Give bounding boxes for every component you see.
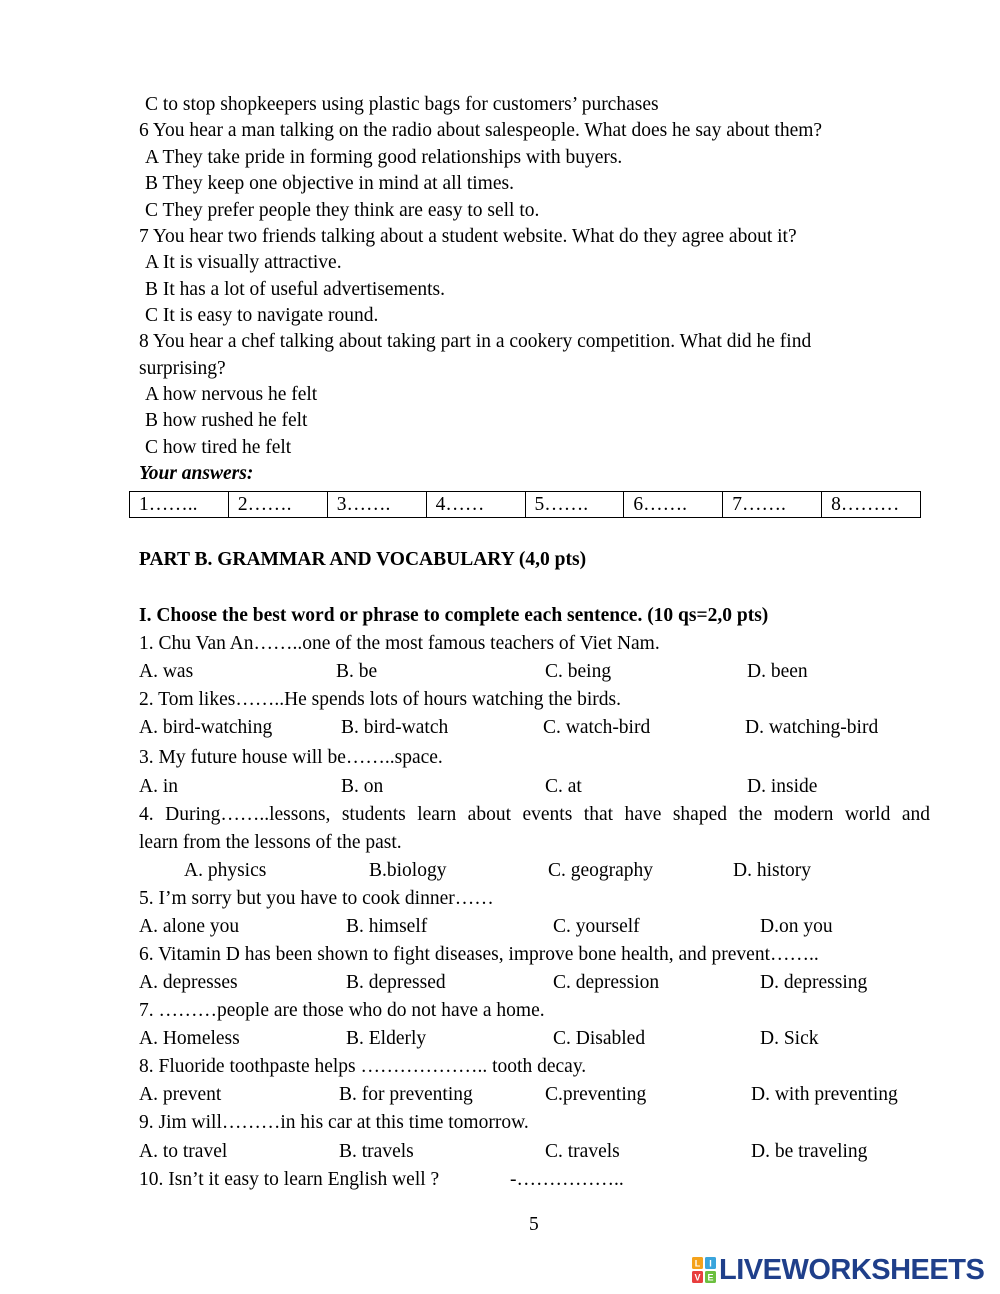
q2-option-d[interactable]: D. watching-bird — [745, 717, 879, 738]
question-1: 1. Chu Van An……..one of the most famous teachers of Viet Nam. — [139, 633, 660, 654]
q3-option-a[interactable]: A. in — [139, 776, 178, 797]
q7-mc-option-c[interactable]: C. Disabled — [553, 1028, 646, 1049]
q6-mc-option-a[interactable]: A. depresses — [139, 972, 238, 993]
question-4-line2: learn from the lessons of the past. — [139, 832, 402, 853]
question-5: 5. I’m sorry but you have to cook dinner…… — [139, 888, 494, 909]
q4-option-a[interactable]: A. physics — [184, 860, 267, 881]
q9-mc-option-c[interactable]: C. travels — [545, 1141, 620, 1162]
q7-mc-option-d[interactable]: D. Sick — [760, 1028, 819, 1049]
q10-answer-blank[interactable]: -…………….. — [510, 1169, 624, 1190]
q8-option-b: B how rushed he felt — [145, 410, 308, 431]
q4-option-d[interactable]: D. history — [733, 860, 811, 881]
q6-option-a: A They take pride in forming good relationships with buyers. — [145, 147, 623, 168]
q5-option-c: C to stop shopkeepers using plastic bags for customers’ purchases — [145, 94, 659, 115]
q1-option-a[interactable]: A. was — [139, 661, 194, 682]
q5-option-c[interactable]: C. yourself — [553, 916, 640, 937]
q9-mc-option-b[interactable]: B. travels — [339, 1141, 414, 1162]
answer-cell-1[interactable]: 1…….. — [130, 492, 229, 518]
answer-cell-6[interactable]: 6……. — [624, 492, 723, 518]
question-6: 6. Vitamin D has been shown to fight diseases, improve bone health, and prevent…….. — [139, 944, 819, 965]
q7-mc-option-a[interactable]: A. Homeless — [139, 1028, 240, 1049]
logo-text: LIVEWORKSHEETS — [719, 1253, 985, 1286]
question-3: 3. My future house will be……..space. — [139, 747, 443, 768]
q3-option-b[interactable]: B. on — [341, 776, 384, 797]
answer-cell-5[interactable]: 5……. — [525, 492, 624, 518]
answer-cell-8[interactable]: 8……… — [822, 492, 921, 518]
q8-mc-option-c[interactable]: C.preventing — [545, 1084, 647, 1105]
q1-option-b[interactable]: B. be — [336, 661, 378, 682]
q6-question: 6 You hear a man talking on the radio about salespeople. What does he say about them? — [139, 120, 823, 141]
answer-cell-4[interactable]: 4…… — [426, 492, 525, 518]
answer-cell-2[interactable]: 2……. — [228, 492, 327, 518]
q8-mc-option-d[interactable]: D. with preventing — [751, 1084, 898, 1105]
q3-option-c[interactable]: C. at — [545, 776, 582, 797]
q6-option-c: C They prefer people they think are easy to sell to. — [145, 200, 540, 221]
q5-option-a[interactable]: A. alone you — [139, 916, 240, 937]
q2-option-b[interactable]: B. bird-watch — [341, 717, 449, 738]
q5-option-d[interactable]: D.on you — [760, 916, 833, 937]
q8-mc-option-b[interactable]: B. for preventing — [339, 1084, 473, 1105]
q9-mc-option-d[interactable]: D. be traveling — [751, 1141, 868, 1162]
logo-letter-i: I — [709, 1258, 712, 1269]
q8-option-a: A how nervous he felt — [145, 384, 318, 405]
q6-mc-option-c[interactable]: C. depression — [553, 972, 660, 993]
q8-question-line1: 8 You hear a chef talking about taking part in a cookery competition. What did he find — [139, 331, 812, 352]
q7-mc-option-b[interactable]: B. Elderly — [346, 1028, 427, 1049]
answer-cell-7[interactable]: 7……. — [723, 492, 822, 518]
q4-option-c[interactable]: C. geography — [548, 860, 654, 881]
liveworksheets-logo — [692, 1255, 984, 1285]
q1-option-d[interactable]: D. been — [747, 661, 808, 682]
answer-cell-3[interactable]: 3……. — [327, 492, 426, 518]
question-8: 8. Fluoride toothpaste helps ……………….. tooth decay. — [139, 1056, 587, 1077]
question-2: 2. Tom likes……..He spends lots of hours watching the birds. — [139, 689, 621, 710]
question-4-line1: 4. During……..lessons, students learn about events that have shaped the modern world and — [139, 804, 930, 825]
liveworksheets-logo-icon — [692, 1257, 716, 1283]
q7-question: 7 You hear two friends talking about a student website. What do they agree about it? — [139, 226, 797, 247]
question-7: 7. ………people are those who do not have a home. — [139, 1000, 545, 1021]
logo-letter-v: V — [694, 1272, 701, 1283]
part-b-title: PART B. GRAMMAR AND VOCABULARY (4,0 pts) — [139, 549, 587, 570]
q7-option-b: B It has a lot of useful advertisements. — [145, 279, 446, 300]
q8-question-line2: surprising? — [139, 358, 226, 379]
q7-option-c: C It is easy to navigate round. — [145, 305, 379, 326]
q7-option-a: A It is visually attractive. — [145, 252, 342, 273]
answers-label: Your answers: — [139, 463, 254, 484]
q5-option-b[interactable]: B. himself — [346, 916, 428, 937]
q3-option-d[interactable]: D. inside — [747, 776, 818, 797]
logo-letter-l: L — [694, 1258, 701, 1269]
page-number: 5 — [529, 1214, 539, 1235]
q8-mc-option-a[interactable]: A. prevent — [139, 1084, 222, 1105]
answer-table — [129, 491, 921, 518]
logo-letter-e: E — [707, 1272, 714, 1283]
q2-option-a[interactable]: A. bird-watching — [139, 717, 273, 738]
question-9: 9. Jim will………in his car at this time tomorrow. — [139, 1112, 529, 1133]
q2-option-c[interactable]: C. watch-bird — [543, 717, 651, 738]
q4-option-b[interactable]: B.biology — [369, 860, 447, 881]
question-10: 10. Isn’t it easy to learn English well ? — [139, 1169, 440, 1190]
q8-option-c: C how tired he felt — [145, 437, 292, 458]
section1-title: I. Choose the best word or phrase to complete each sentence. (10 qs=2,0 pts) — [139, 605, 769, 626]
q1-option-c[interactable]: C. being — [545, 661, 612, 682]
q9-mc-option-a[interactable]: A. to travel — [139, 1141, 228, 1162]
q6-mc-option-b[interactable]: B. depressed — [346, 972, 446, 993]
q6-option-b: B They keep one objective in mind at all times. — [145, 173, 514, 194]
q6-mc-option-d[interactable]: D. depressing — [760, 972, 868, 993]
